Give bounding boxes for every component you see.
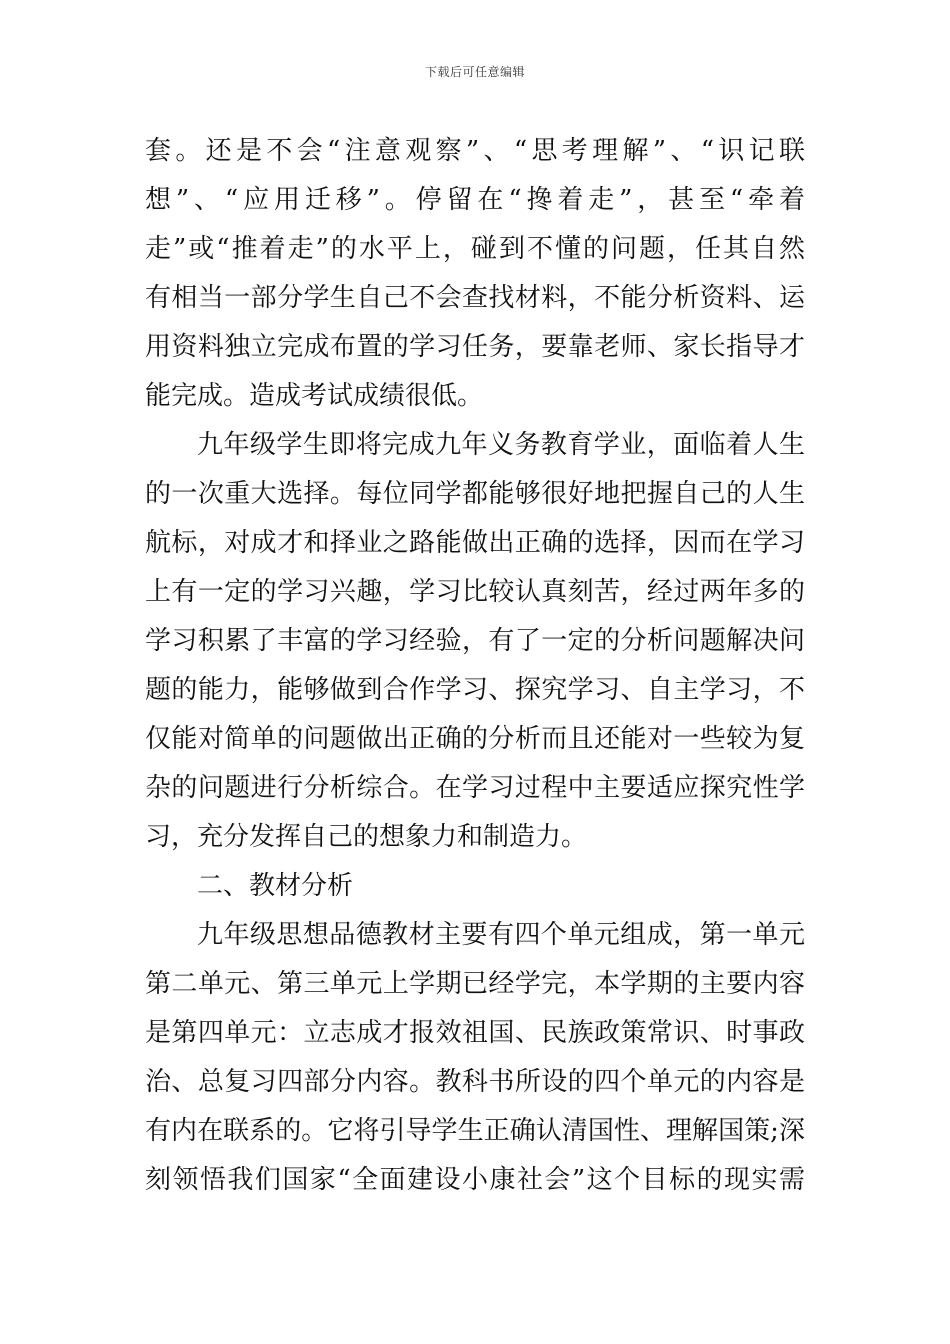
text-line: 九年级学生即将完成九年义务教育学业，面临着人生	[197, 430, 805, 460]
text-line: 九年级思想品德教材主要有四个单元组成，第一单元	[197, 920, 805, 950]
section-heading-text: 二、教材分析	[197, 871, 354, 901]
paragraph-study-habits	[145, 127, 805, 421]
text-line: 套。还是不会“注意观察”、“思考理解”、“识记联	[145, 136, 805, 166]
paragraph-grade-nine-students	[145, 421, 805, 862]
text-line: 杂的问题进行分析综合。在学习过程中主要适应探究性学	[145, 773, 805, 803]
text-line: 题的能力，能够做到合作学习、探究学习、自主学习，不	[145, 675, 805, 705]
document-body	[145, 127, 805, 1205]
text-line: 能完成。造成考试成绩很低。	[145, 381, 484, 411]
text-line: 第二单元、第三单元上学期已经学完，本学期的主要内容	[145, 969, 805, 999]
text-line: 上有一定的学习兴趣，学习比较认真刻苦，经过两年多的	[145, 577, 805, 607]
text-line: 航标，对成才和择业之路能做出正确的选择，因而在学习	[145, 528, 805, 558]
text-line: 刻领悟我们国家“全面建设小康社会”这个目标的现实需	[145, 1165, 805, 1195]
text-line: 有相当一部分学生自己不会查找材料，不能分析资料、运	[145, 283, 805, 313]
text-line: 习，充分发挥自己的想象力和制造力。	[145, 822, 588, 852]
text-line: 学习积累了丰富的学习经验，有了一定的分析问题解决问	[145, 626, 805, 656]
text-line: 想”、“应用迁移”。停留在“搀着走”，甚至“牵着	[145, 185, 805, 215]
text-line: 用资料独立完成布置的学习任务，要靠老师、家长指导才	[145, 332, 805, 362]
text-line: 走”或“推着走”的水平上，碰到不懂的问题，任其自然	[145, 234, 805, 264]
text-line: 有内在联系的。它将引导学生正确认清国性、理解国策;深	[145, 1116, 805, 1146]
page-header: 下载后可任意编辑	[424, 65, 525, 79]
text-line: 的一次重大选择。每位同学都能够很好地把握自己的人生	[145, 479, 805, 509]
text-line: 治、总复习四部分内容。教科书所设的四个单元的内容是	[145, 1067, 805, 1097]
text-line: 仅能对简单的问题做出正确的分析而且还能对一些较为复	[145, 724, 805, 754]
text-line: 是第四单元：立志成才报效祖国、民族政策常识、时事政	[145, 1018, 805, 1048]
section-heading	[145, 862, 805, 911]
paragraph-textbook-analysis	[145, 911, 805, 1205]
